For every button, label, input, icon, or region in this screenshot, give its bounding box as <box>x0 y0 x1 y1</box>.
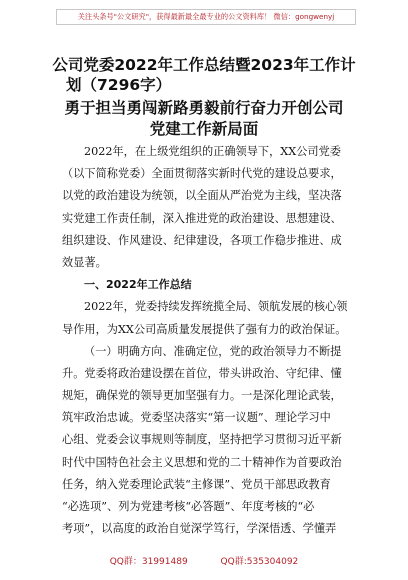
paragraph-line: 效显著。 <box>62 255 107 269</box>
document-body <box>62 141 354 540</box>
subtitle-line-1: 勇于担当勇闯新路勇毅前行奋力开创公司 <box>64 99 344 117</box>
paragraph-line: “必选项”、列为党建考核“必答题”、年度考核的“必 <box>62 500 315 513</box>
paragraph-line: 规矩，确保党的领导更加坚强有力。一是深化理论武装， <box>62 389 342 403</box>
paragraph-line: 2022年，在上级党组织的正确领导下，XX公司党委 <box>84 145 341 158</box>
paragraph-line: 组织建设、作风建设、纪律建设，各项工作稳步推进、成 <box>62 233 342 247</box>
paragraph-line: 导作用，为XX公司高质量发展提供了强有力的政治保证。 <box>62 322 347 336</box>
title-line-1: 公司党委2022年工作总结暨2023年工作计 <box>52 56 356 74</box>
qq-group-1: QQ群：31991489 <box>109 557 188 567</box>
paragraph-line: 以党的政治建设为统领，以全面从严治党为主线，坚决落 <box>62 189 342 203</box>
section-heading: 一、2022年工作总结 <box>84 278 192 292</box>
paragraph-line: 时代中国特色社会主义思想和党的二十精神作为首要政治 <box>62 455 342 469</box>
document-subtitle <box>0 98 408 140</box>
document-title <box>0 55 408 95</box>
paragraph-line: 2022年，党委持续发挥统揽全局、领航发展的核心领 <box>84 300 348 314</box>
paragraph-line: （一）明确方向、准确定位，党的政治领导力不断提 <box>84 344 342 358</box>
paragraph-line: （以下简称党委）全面贯彻落实新时代党的建设总要求， <box>62 167 342 181</box>
paragraph-line: 心组、党委会议事规则等制度，坚持把学习贯彻习近平新 <box>62 433 342 447</box>
paragraph-line: 实党建工作责任制，深入推进党的政治建设、思想建设、 <box>62 211 342 225</box>
paragraph-line: 任务，纳入党委理论武装“主修课”、党员干部思政教育 <box>62 477 331 491</box>
paragraph-line: 考项”，以高度的政治自觉深学笃行，学深悟透、学懂弄 <box>62 522 337 536</box>
title-line-2: 划（7296字） <box>66 76 172 94</box>
qq-group-2: QQ群:535304092 <box>220 557 299 567</box>
subtitle-line-2: 党建工作新局面 <box>149 120 259 138</box>
paragraph-line: 升。党委将政治建设摆在首位，带头讲政治、守纪律、懂 <box>62 366 342 380</box>
footer <box>0 554 408 567</box>
paragraph-line: 筑牢政治忠诚。党委坚决落实“第一议题”、理论学习中 <box>62 411 331 425</box>
header-banner: 关注头条号"公文研究"，获得最新最全最专业的公文资料库！ 微信：gongwenyj <box>56 9 356 25</box>
